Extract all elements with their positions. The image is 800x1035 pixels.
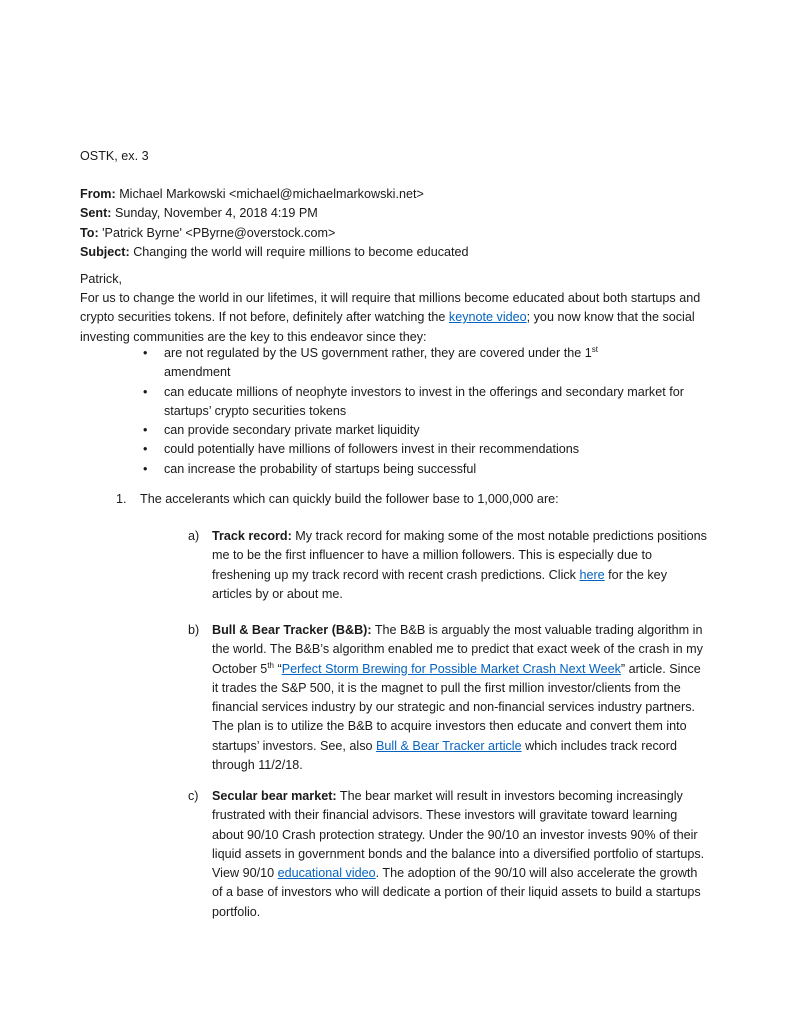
bullet-icon: •: [143, 442, 148, 457]
sent-value: Sunday, November 4, 2018 4:19 PM: [114, 206, 318, 221]
item-track-record: [188, 527, 708, 604]
item-title: Secular bear market:: [212, 789, 337, 803]
bullet-icon: •: [143, 423, 148, 438]
intro-paragraph: [80, 289, 720, 347]
bullet-text-tail: amendment: [164, 365, 231, 380]
perfect-storm-article-link[interactable]: Perfect Storm Brewing for Possible Market Crash Next Week: [281, 661, 621, 676]
here-link[interactable]: here: [579, 567, 605, 582]
educational-video-link[interactable]: educational video: [277, 866, 376, 881]
item-title: Track record:: [212, 529, 292, 543]
item-label: a): [188, 529, 200, 543]
superscript: st: [591, 345, 598, 354]
list-item: [80, 383, 720, 422]
bullet-text: can provide secondary private market liquidity: [164, 423, 420, 438]
list-item: [80, 460, 720, 479]
numbered-marker: 1.: [116, 492, 127, 506]
from-label: From:: [80, 187, 116, 201]
bull-bear-tracker-article-link[interactable]: Bull & Bear Tracker article: [376, 738, 522, 753]
to-label: To:: [80, 225, 99, 240]
bullet-icon: •: [143, 461, 148, 476]
from-value: Michael Markowski <michael@michaelmarkowski.net>: [119, 187, 424, 201]
item-text: Track record: My track record for making some of the most notable predictions positions me to be the first influencer to have a million followers. This is especially due to freshening up my track record with recent crash predictions. Click here for the key articles by or about me.: [212, 529, 707, 601]
greeting: Patrick,: [80, 272, 122, 286]
from-line: [80, 185, 720, 204]
doc-label: OSTK, ex. 3: [80, 149, 149, 163]
bullet-icon: •: [143, 346, 148, 360]
subject-label: Subject:: [80, 244, 130, 259]
to-value: 'Patrick Byrne' <PByrne@overstock.com>: [102, 225, 336, 240]
item-bull-bear-tracker: [188, 621, 708, 775]
bullet-list: [80, 344, 720, 479]
intro-text-end: ; you now know that the social investing communities are the key to this endeavor since they:: [80, 310, 695, 344]
sent-line: [80, 204, 720, 223]
item-text: Secular bear market: The bear market will result in investors becoming increasingly frustrated with their financial advisors. These investors will gravitate toward learning about 90/10 Crash protection strategy. Under the 90/10 an investor invests 90% of their liquid assets in government bonds and the balance into a diversified portfolio of startups. View 90/10 educational video. The adoption of the 90/10 will also accelerate the growth of a base of investors who will dedicate a portion of their liquid assets to build a startups portfolio.: [212, 789, 705, 919]
subject-value: Changing the world will require millions to become educated: [133, 244, 469, 259]
bullet-text: are not regulated by the US government rather, they are covered under the 1: [164, 346, 592, 360]
keynote-video-link[interactable]: keynote video: [448, 310, 527, 325]
item-text: Bull & Bear Tracker (B&B): The B&B is arguably the most valuable trading algorithm in the world. The B&B’s algorithm enabled me to predict that exact week of the crash in my October 5th “Perfect Storm Brewing for Possible Market Crash Next Week” article. Since it trades the S&P 500, it is the magnet to pull the first million investor/clients from the financial services industry by our strategic and non-financial services industry partners. The plan is to utilize the B&B to acquire investors then educate and convert them into startups’ investors. See, also Bull & Bear Tracker article which includes track record through 11/2/18.: [212, 623, 703, 773]
superscript: th: [267, 660, 274, 670]
to-line: [80, 224, 720, 243]
item-label: c): [188, 789, 199, 803]
bullet-text: could potentially have millions of followers invest in their recommendations: [164, 442, 580, 457]
list-item: [80, 344, 720, 383]
item-title: Bull & Bear Tracker (B&B):: [212, 623, 372, 637]
list-item: [80, 421, 720, 440]
bullet-icon: •: [143, 384, 148, 399]
email-header: [80, 185, 720, 262]
item-secular-bear-market: [188, 787, 708, 922]
list-item: [80, 440, 720, 459]
numbered-text: The accelerants which can quickly build the follower base to 1,000,000 are:: [140, 492, 559, 506]
intro-text: For us to change the world in our lifetimes, it will require that millions become educated about both startups and crypto securities tokens. If not before, definitely after watching the: [80, 291, 701, 325]
sent-label: Sent:: [80, 206, 112, 221]
item-label: b): [188, 623, 200, 637]
bullet-text: can educate millions of neophyte investors to invest in the offerings and secondary market for startups’ crypto securities tokens: [164, 384, 684, 418]
bullet-text: can increase the probability of startups being successful: [164, 461, 477, 476]
subject-line: [80, 243, 720, 262]
